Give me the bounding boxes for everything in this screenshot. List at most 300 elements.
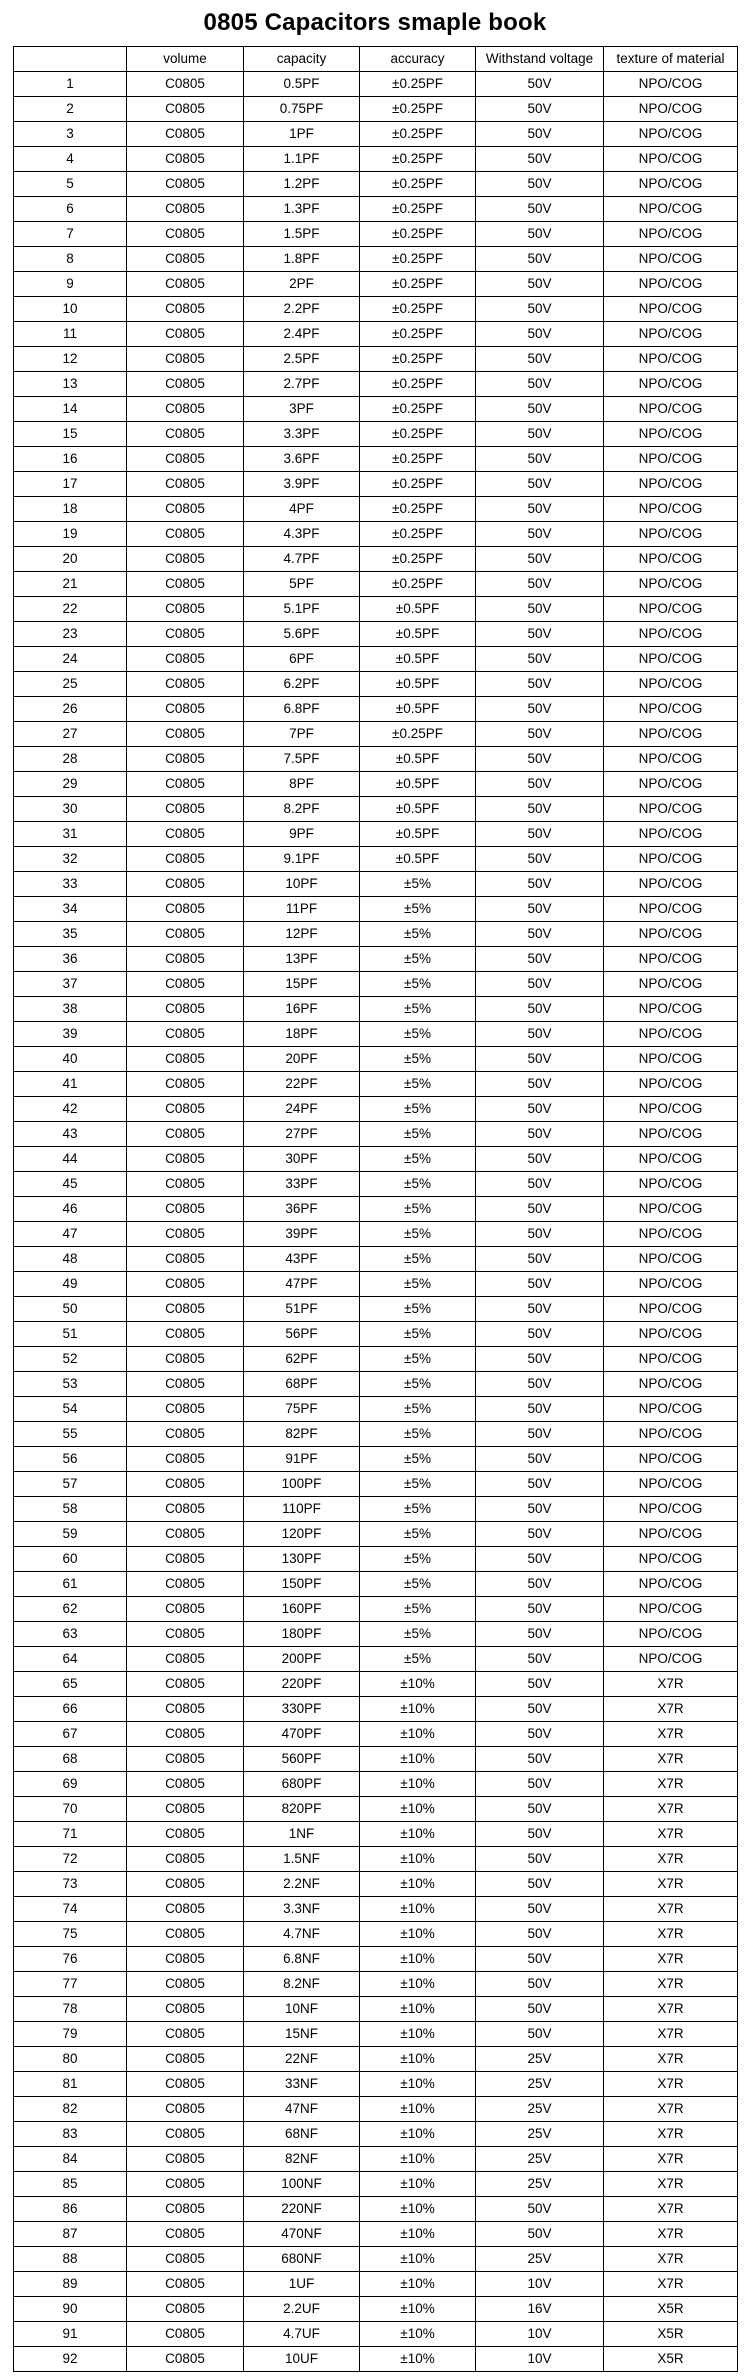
cell-capacity: 62PF: [244, 1347, 360, 1372]
cell-accuracy: ±10%: [360, 1922, 476, 1947]
cell-accuracy: ±10%: [360, 2072, 476, 2097]
cell-withstand-voltage: 50V: [476, 1797, 604, 1822]
cell-volume: C0805: [127, 1672, 244, 1697]
table-row: [14, 2047, 738, 2072]
cell-accuracy: ±0.5PF: [360, 847, 476, 872]
cell-withstand-voltage: 50V: [476, 372, 604, 397]
table-row: [14, 347, 738, 372]
cell-texture-of-material: X7R: [604, 1947, 738, 1972]
cell-capacity: 1.3PF: [244, 197, 360, 222]
table-body: [14, 72, 738, 2372]
cell-index: 58: [14, 1497, 127, 1522]
cell-accuracy: ±0.5PF: [360, 622, 476, 647]
cell-index: 25: [14, 672, 127, 697]
table-row: [14, 1997, 738, 2022]
cell-capacity: 43PF: [244, 1247, 360, 1272]
cell-index: 79: [14, 2022, 127, 2047]
cell-volume: C0805: [127, 322, 244, 347]
cell-volume: C0805: [127, 872, 244, 897]
cell-index: 39: [14, 1022, 127, 1047]
cell-index: 78: [14, 1997, 127, 2022]
cell-texture-of-material: X7R: [604, 2072, 738, 2097]
table-row: [14, 1697, 738, 1722]
cell-accuracy: ±5%: [360, 1022, 476, 1047]
cell-index: 72: [14, 1847, 127, 1872]
cell-accuracy: ±0.25PF: [360, 447, 476, 472]
cell-index: 54: [14, 1397, 127, 1422]
cell-index: 68: [14, 1747, 127, 1772]
cell-accuracy: ±10%: [360, 2172, 476, 2197]
cell-texture-of-material: X7R: [604, 2247, 738, 2272]
table-row: [14, 1772, 738, 1797]
cell-texture-of-material: NPO/COG: [604, 547, 738, 572]
cell-volume: C0805: [127, 522, 244, 547]
cell-withstand-voltage: 50V: [476, 1097, 604, 1122]
cell-accuracy: ±0.25PF: [360, 347, 476, 372]
cell-index: 59: [14, 1522, 127, 1547]
table-row: [14, 1022, 738, 1047]
table-row: [14, 1197, 738, 1222]
cell-texture-of-material: X7R: [604, 1997, 738, 2022]
cell-capacity: 1.5PF: [244, 222, 360, 247]
cell-accuracy: ±5%: [360, 897, 476, 922]
cell-accuracy: ±10%: [360, 2122, 476, 2147]
cell-index: 21: [14, 572, 127, 597]
cell-capacity: 680PF: [244, 1772, 360, 1797]
cell-texture-of-material: NPO/COG: [604, 1047, 738, 1072]
cell-texture-of-material: NPO/COG: [604, 1197, 738, 1222]
cell-index: 31: [14, 822, 127, 847]
cell-volume: C0805: [127, 1047, 244, 1072]
cell-accuracy: ±5%: [360, 1447, 476, 1472]
cell-volume: C0805: [127, 622, 244, 647]
cell-index: 61: [14, 1572, 127, 1597]
cell-accuracy: ±10%: [360, 1747, 476, 1772]
cell-withstand-voltage: 50V: [476, 922, 604, 947]
cell-accuracy: ±10%: [360, 2347, 476, 2372]
cell-volume: C0805: [127, 697, 244, 722]
table-row: [14, 897, 738, 922]
cell-texture-of-material: X7R: [604, 1747, 738, 1772]
cell-index: 27: [14, 722, 127, 747]
cell-capacity: 16PF: [244, 997, 360, 1022]
table-row: [14, 1222, 738, 1247]
cell-capacity: 75PF: [244, 1397, 360, 1422]
cell-volume: C0805: [127, 947, 244, 972]
cell-capacity: 7.5PF: [244, 747, 360, 772]
cell-index: 53: [14, 1372, 127, 1397]
cell-texture-of-material: X7R: [604, 2147, 738, 2172]
table-row: [14, 97, 738, 122]
cell-accuracy: ±5%: [360, 1497, 476, 1522]
cell-accuracy: ±10%: [360, 1672, 476, 1697]
table-row: [14, 1447, 738, 1472]
cell-volume: C0805: [127, 147, 244, 172]
cell-accuracy: ±10%: [360, 1722, 476, 1747]
cell-index: 74: [14, 1897, 127, 1922]
cell-accuracy: ±0.25PF: [360, 197, 476, 222]
cell-accuracy: ±0.25PF: [360, 122, 476, 147]
cell-accuracy: ±5%: [360, 1472, 476, 1497]
table-row: [14, 297, 738, 322]
cell-texture-of-material: X7R: [604, 1897, 738, 1922]
cell-capacity: 3.3PF: [244, 422, 360, 447]
cell-capacity: 4.7NF: [244, 1922, 360, 1947]
cell-capacity: 8.2NF: [244, 1972, 360, 1997]
table-row: [14, 2247, 738, 2272]
cell-accuracy: ±5%: [360, 1222, 476, 1247]
cell-capacity: 560PF: [244, 1747, 360, 1772]
cell-capacity: 15NF: [244, 2022, 360, 2047]
cell-withstand-voltage: 50V: [476, 72, 604, 97]
cell-withstand-voltage: 50V: [476, 1872, 604, 1897]
cell-accuracy: ±10%: [360, 1697, 476, 1722]
table-row: [14, 747, 738, 772]
cell-accuracy: ±0.25PF: [360, 222, 476, 247]
table-row: [14, 1172, 738, 1197]
table-row: [14, 1247, 738, 1272]
cell-withstand-voltage: 25V: [476, 2097, 604, 2122]
cell-index: 24: [14, 647, 127, 672]
cell-withstand-voltage: 50V: [476, 1572, 604, 1597]
table-row: [14, 1097, 738, 1122]
cell-accuracy: ±0.5PF: [360, 647, 476, 672]
cell-texture-of-material: X7R: [604, 2122, 738, 2147]
cell-accuracy: ±0.25PF: [360, 572, 476, 597]
header-withstand-voltage: Withstand voltage: [476, 47, 604, 72]
cell-texture-of-material: NPO/COG: [604, 1322, 738, 1347]
cell-withstand-voltage: 50V: [476, 1772, 604, 1797]
cell-capacity: 2.2PF: [244, 297, 360, 322]
cell-texture-of-material: NPO/COG: [604, 522, 738, 547]
cell-texture-of-material: NPO/COG: [604, 1572, 738, 1597]
cell-index: 18: [14, 497, 127, 522]
cell-volume: C0805: [127, 1147, 244, 1172]
table-row: [14, 397, 738, 422]
cell-index: 17: [14, 472, 127, 497]
cell-capacity: 2PF: [244, 272, 360, 297]
cell-index: 20: [14, 547, 127, 572]
cell-index: 47: [14, 1222, 127, 1247]
cell-accuracy: ±10%: [360, 1997, 476, 2022]
cell-withstand-voltage: 10V: [476, 2322, 604, 2347]
cell-capacity: 6.8PF: [244, 697, 360, 722]
table-row: [14, 472, 738, 497]
cell-withstand-voltage: 50V: [476, 347, 604, 372]
cell-texture-of-material: NPO/COG: [604, 697, 738, 722]
cell-texture-of-material: NPO/COG: [604, 197, 738, 222]
cell-volume: C0805: [127, 2297, 244, 2322]
cell-capacity: 2.5PF: [244, 347, 360, 372]
table-row: [14, 1947, 738, 1972]
cell-index: 37: [14, 972, 127, 997]
cell-accuracy: ±10%: [360, 1972, 476, 1997]
table-row: [14, 1897, 738, 1922]
cell-accuracy: ±5%: [360, 947, 476, 972]
cell-withstand-voltage: 50V: [476, 1047, 604, 1072]
cell-capacity: 1PF: [244, 122, 360, 147]
cell-withstand-voltage: 50V: [476, 1272, 604, 1297]
cell-volume: C0805: [127, 72, 244, 97]
cell-index: 56: [14, 1447, 127, 1472]
cell-index: 26: [14, 697, 127, 722]
cell-withstand-voltage: 50V: [476, 722, 604, 747]
cell-accuracy: ±0.25PF: [360, 372, 476, 397]
table-row: [14, 2222, 738, 2247]
cell-volume: C0805: [127, 547, 244, 572]
table-row: [14, 972, 738, 997]
cell-texture-of-material: NPO/COG: [604, 247, 738, 272]
cell-texture-of-material: NPO/COG: [604, 347, 738, 372]
cell-texture-of-material: X7R: [604, 1922, 738, 1947]
cell-volume: C0805: [127, 1172, 244, 1197]
cell-texture-of-material: NPO/COG: [604, 1472, 738, 1497]
table-row: [14, 1422, 738, 1447]
cell-withstand-voltage: 50V: [476, 1197, 604, 1222]
cell-texture-of-material: NPO/COG: [604, 847, 738, 872]
cell-accuracy: ±10%: [360, 2197, 476, 2222]
cell-texture-of-material: NPO/COG: [604, 1647, 738, 1672]
cell-index: 76: [14, 1947, 127, 1972]
table-row: [14, 597, 738, 622]
cell-volume: C0805: [127, 2022, 244, 2047]
cell-capacity: 6.8NF: [244, 1947, 360, 1972]
cell-index: 10: [14, 297, 127, 322]
cell-capacity: 33PF: [244, 1172, 360, 1197]
cell-capacity: 39PF: [244, 1222, 360, 1247]
cell-volume: C0805: [127, 997, 244, 1022]
cell-texture-of-material: X7R: [604, 2222, 738, 2247]
cell-index: 88: [14, 2247, 127, 2272]
cell-accuracy: ±0.5PF: [360, 772, 476, 797]
cell-volume: C0805: [127, 1072, 244, 1097]
cell-withstand-voltage: 50V: [476, 2022, 604, 2047]
cell-accuracy: ±5%: [360, 1622, 476, 1647]
table-row: [14, 772, 738, 797]
cell-withstand-voltage: 50V: [476, 1847, 604, 1872]
cell-withstand-voltage: 50V: [476, 97, 604, 122]
cell-withstand-voltage: 25V: [476, 2047, 604, 2072]
cell-texture-of-material: NPO/COG: [604, 672, 738, 697]
cell-texture-of-material: NPO/COG: [604, 1347, 738, 1372]
cell-withstand-voltage: 50V: [476, 822, 604, 847]
cell-texture-of-material: NPO/COG: [604, 1622, 738, 1647]
cell-index: 38: [14, 997, 127, 1022]
cell-capacity: 2.7PF: [244, 372, 360, 397]
cell-capacity: 82PF: [244, 1422, 360, 1447]
cell-texture-of-material: NPO/COG: [604, 422, 738, 447]
cell-volume: C0805: [127, 1647, 244, 1672]
cell-withstand-voltage: 50V: [476, 1547, 604, 1572]
cell-capacity: 22NF: [244, 2047, 360, 2072]
table-row: [14, 847, 738, 872]
table-row: [14, 447, 738, 472]
cell-accuracy: ±5%: [360, 1547, 476, 1572]
cell-index: 34: [14, 897, 127, 922]
cell-texture-of-material: NPO/COG: [604, 897, 738, 922]
cell-volume: C0805: [127, 472, 244, 497]
table-row: [14, 547, 738, 572]
cell-capacity: 1.1PF: [244, 147, 360, 172]
cell-capacity: 180PF: [244, 1622, 360, 1647]
cell-withstand-voltage: 50V: [476, 1672, 604, 1697]
cell-texture-of-material: NPO/COG: [604, 272, 738, 297]
cell-index: 16: [14, 447, 127, 472]
cell-capacity: 0.5PF: [244, 72, 360, 97]
cell-accuracy: ±5%: [360, 1372, 476, 1397]
cell-capacity: 36PF: [244, 1197, 360, 1222]
cell-withstand-voltage: 50V: [476, 297, 604, 322]
table-row: [14, 1497, 738, 1522]
cell-index: 65: [14, 1672, 127, 1697]
table-row: [14, 2072, 738, 2097]
cell-texture-of-material: NPO/COG: [604, 372, 738, 397]
cell-capacity: 27PF: [244, 1122, 360, 1147]
cell-capacity: 10UF: [244, 2347, 360, 2372]
cell-volume: C0805: [127, 247, 244, 272]
cell-index: 60: [14, 1547, 127, 1572]
cell-texture-of-material: X7R: [604, 2047, 738, 2072]
table-row: [14, 997, 738, 1022]
table-row: [14, 1372, 738, 1397]
cell-capacity: 5.6PF: [244, 622, 360, 647]
table-row: [14, 647, 738, 672]
cell-texture-of-material: NPO/COG: [604, 872, 738, 897]
cell-accuracy: ±10%: [360, 1797, 476, 1822]
cell-index: 32: [14, 847, 127, 872]
cell-accuracy: ±0.25PF: [360, 172, 476, 197]
cell-accuracy: ±10%: [360, 2247, 476, 2272]
table-row: [14, 122, 738, 147]
cell-accuracy: ±0.25PF: [360, 397, 476, 422]
cell-accuracy: ±10%: [360, 1822, 476, 1847]
cell-capacity: 22PF: [244, 1072, 360, 1097]
cell-texture-of-material: X5R: [604, 2297, 738, 2322]
cell-accuracy: ±0.25PF: [360, 97, 476, 122]
cell-withstand-voltage: 50V: [476, 1997, 604, 2022]
cell-index: 84: [14, 2147, 127, 2172]
table-row: [14, 1472, 738, 1497]
cell-volume: C0805: [127, 222, 244, 247]
cell-capacity: 0.75PF: [244, 97, 360, 122]
cell-capacity: 56PF: [244, 1322, 360, 1347]
cell-volume: C0805: [127, 1247, 244, 1272]
cell-index: 44: [14, 1147, 127, 1172]
cell-index: 52: [14, 1347, 127, 1372]
table-row: [14, 1072, 738, 1097]
cell-volume: C0805: [127, 1797, 244, 1822]
cell-capacity: 11PF: [244, 897, 360, 922]
table-row: [14, 2272, 738, 2297]
cell-withstand-voltage: 50V: [476, 1247, 604, 1272]
cell-texture-of-material: X7R: [604, 1847, 738, 1872]
cell-accuracy: ±10%: [360, 2022, 476, 2047]
cell-volume: C0805: [127, 497, 244, 522]
cell-accuracy: ±5%: [360, 872, 476, 897]
cell-volume: C0805: [127, 1697, 244, 1722]
cell-withstand-voltage: 50V: [476, 2197, 604, 2222]
cell-volume: C0805: [127, 2097, 244, 2122]
cell-texture-of-material: NPO/COG: [604, 1247, 738, 1272]
cell-withstand-voltage: 50V: [476, 447, 604, 472]
cell-volume: C0805: [127, 1297, 244, 1322]
cell-texture-of-material: NPO/COG: [604, 122, 738, 147]
cell-texture-of-material: NPO/COG: [604, 822, 738, 847]
cell-withstand-voltage: 50V: [476, 622, 604, 647]
cell-accuracy: ±0.25PF: [360, 72, 476, 97]
cell-texture-of-material: NPO/COG: [604, 622, 738, 647]
cell-withstand-voltage: 50V: [476, 247, 604, 272]
cell-withstand-voltage: 50V: [476, 1697, 604, 1722]
cell-withstand-voltage: 50V: [476, 597, 604, 622]
cell-index: 15: [14, 422, 127, 447]
cell-texture-of-material: X7R: [604, 1872, 738, 1897]
cell-accuracy: ±0.25PF: [360, 272, 476, 297]
cell-index: 50: [14, 1297, 127, 1322]
cell-volume: C0805: [127, 2347, 244, 2372]
cell-texture-of-material: NPO/COG: [604, 597, 738, 622]
cell-capacity: 20PF: [244, 1047, 360, 1072]
cell-withstand-voltage: 50V: [476, 222, 604, 247]
cell-capacity: 220NF: [244, 2197, 360, 2222]
table-row: [14, 1672, 738, 1697]
cell-capacity: 330PF: [244, 1697, 360, 1722]
cell-accuracy: ±10%: [360, 2047, 476, 2072]
cell-volume: C0805: [127, 1772, 244, 1797]
cell-volume: C0805: [127, 347, 244, 372]
table-row: [14, 1872, 738, 1897]
cell-volume: C0805: [127, 1522, 244, 1547]
cell-withstand-voltage: 50V: [476, 1647, 604, 1672]
table-row: [14, 2322, 738, 2347]
cell-texture-of-material: NPO/COG: [604, 1022, 738, 1047]
cell-index: 75: [14, 1922, 127, 1947]
table-row: [14, 2297, 738, 2322]
table-row: [14, 422, 738, 447]
table-row: [14, 1047, 738, 1072]
cell-texture-of-material: NPO/COG: [604, 572, 738, 597]
cell-volume: C0805: [127, 1397, 244, 1422]
cell-volume: C0805: [127, 397, 244, 422]
cell-volume: C0805: [127, 2172, 244, 2197]
table-row: [14, 2347, 738, 2372]
cell-capacity: 9.1PF: [244, 847, 360, 872]
cell-volume: C0805: [127, 1747, 244, 1772]
table-row: [14, 172, 738, 197]
cell-capacity: 8.2PF: [244, 797, 360, 822]
cell-accuracy: ±5%: [360, 997, 476, 1022]
cell-texture-of-material: X7R: [604, 1822, 738, 1847]
header-texture-of-material: texture of material: [604, 47, 738, 72]
cell-accuracy: ±5%: [360, 1147, 476, 1172]
table-row: [14, 1972, 738, 1997]
cell-index: 67: [14, 1722, 127, 1747]
table-row: [14, 322, 738, 347]
cell-withstand-voltage: 50V: [476, 422, 604, 447]
cell-capacity: 24PF: [244, 1097, 360, 1122]
cell-accuracy: ±0.25PF: [360, 722, 476, 747]
header-index: [14, 47, 127, 72]
header-volume: volume: [127, 47, 244, 72]
cell-texture-of-material: X7R: [604, 1697, 738, 1722]
table-row: [14, 722, 738, 747]
cell-volume: C0805: [127, 1447, 244, 1472]
cell-volume: C0805: [127, 2247, 244, 2272]
cell-texture-of-material: NPO/COG: [604, 1447, 738, 1472]
cell-index: 28: [14, 747, 127, 772]
table-row: [14, 697, 738, 722]
cell-texture-of-material: NPO/COG: [604, 1222, 738, 1247]
